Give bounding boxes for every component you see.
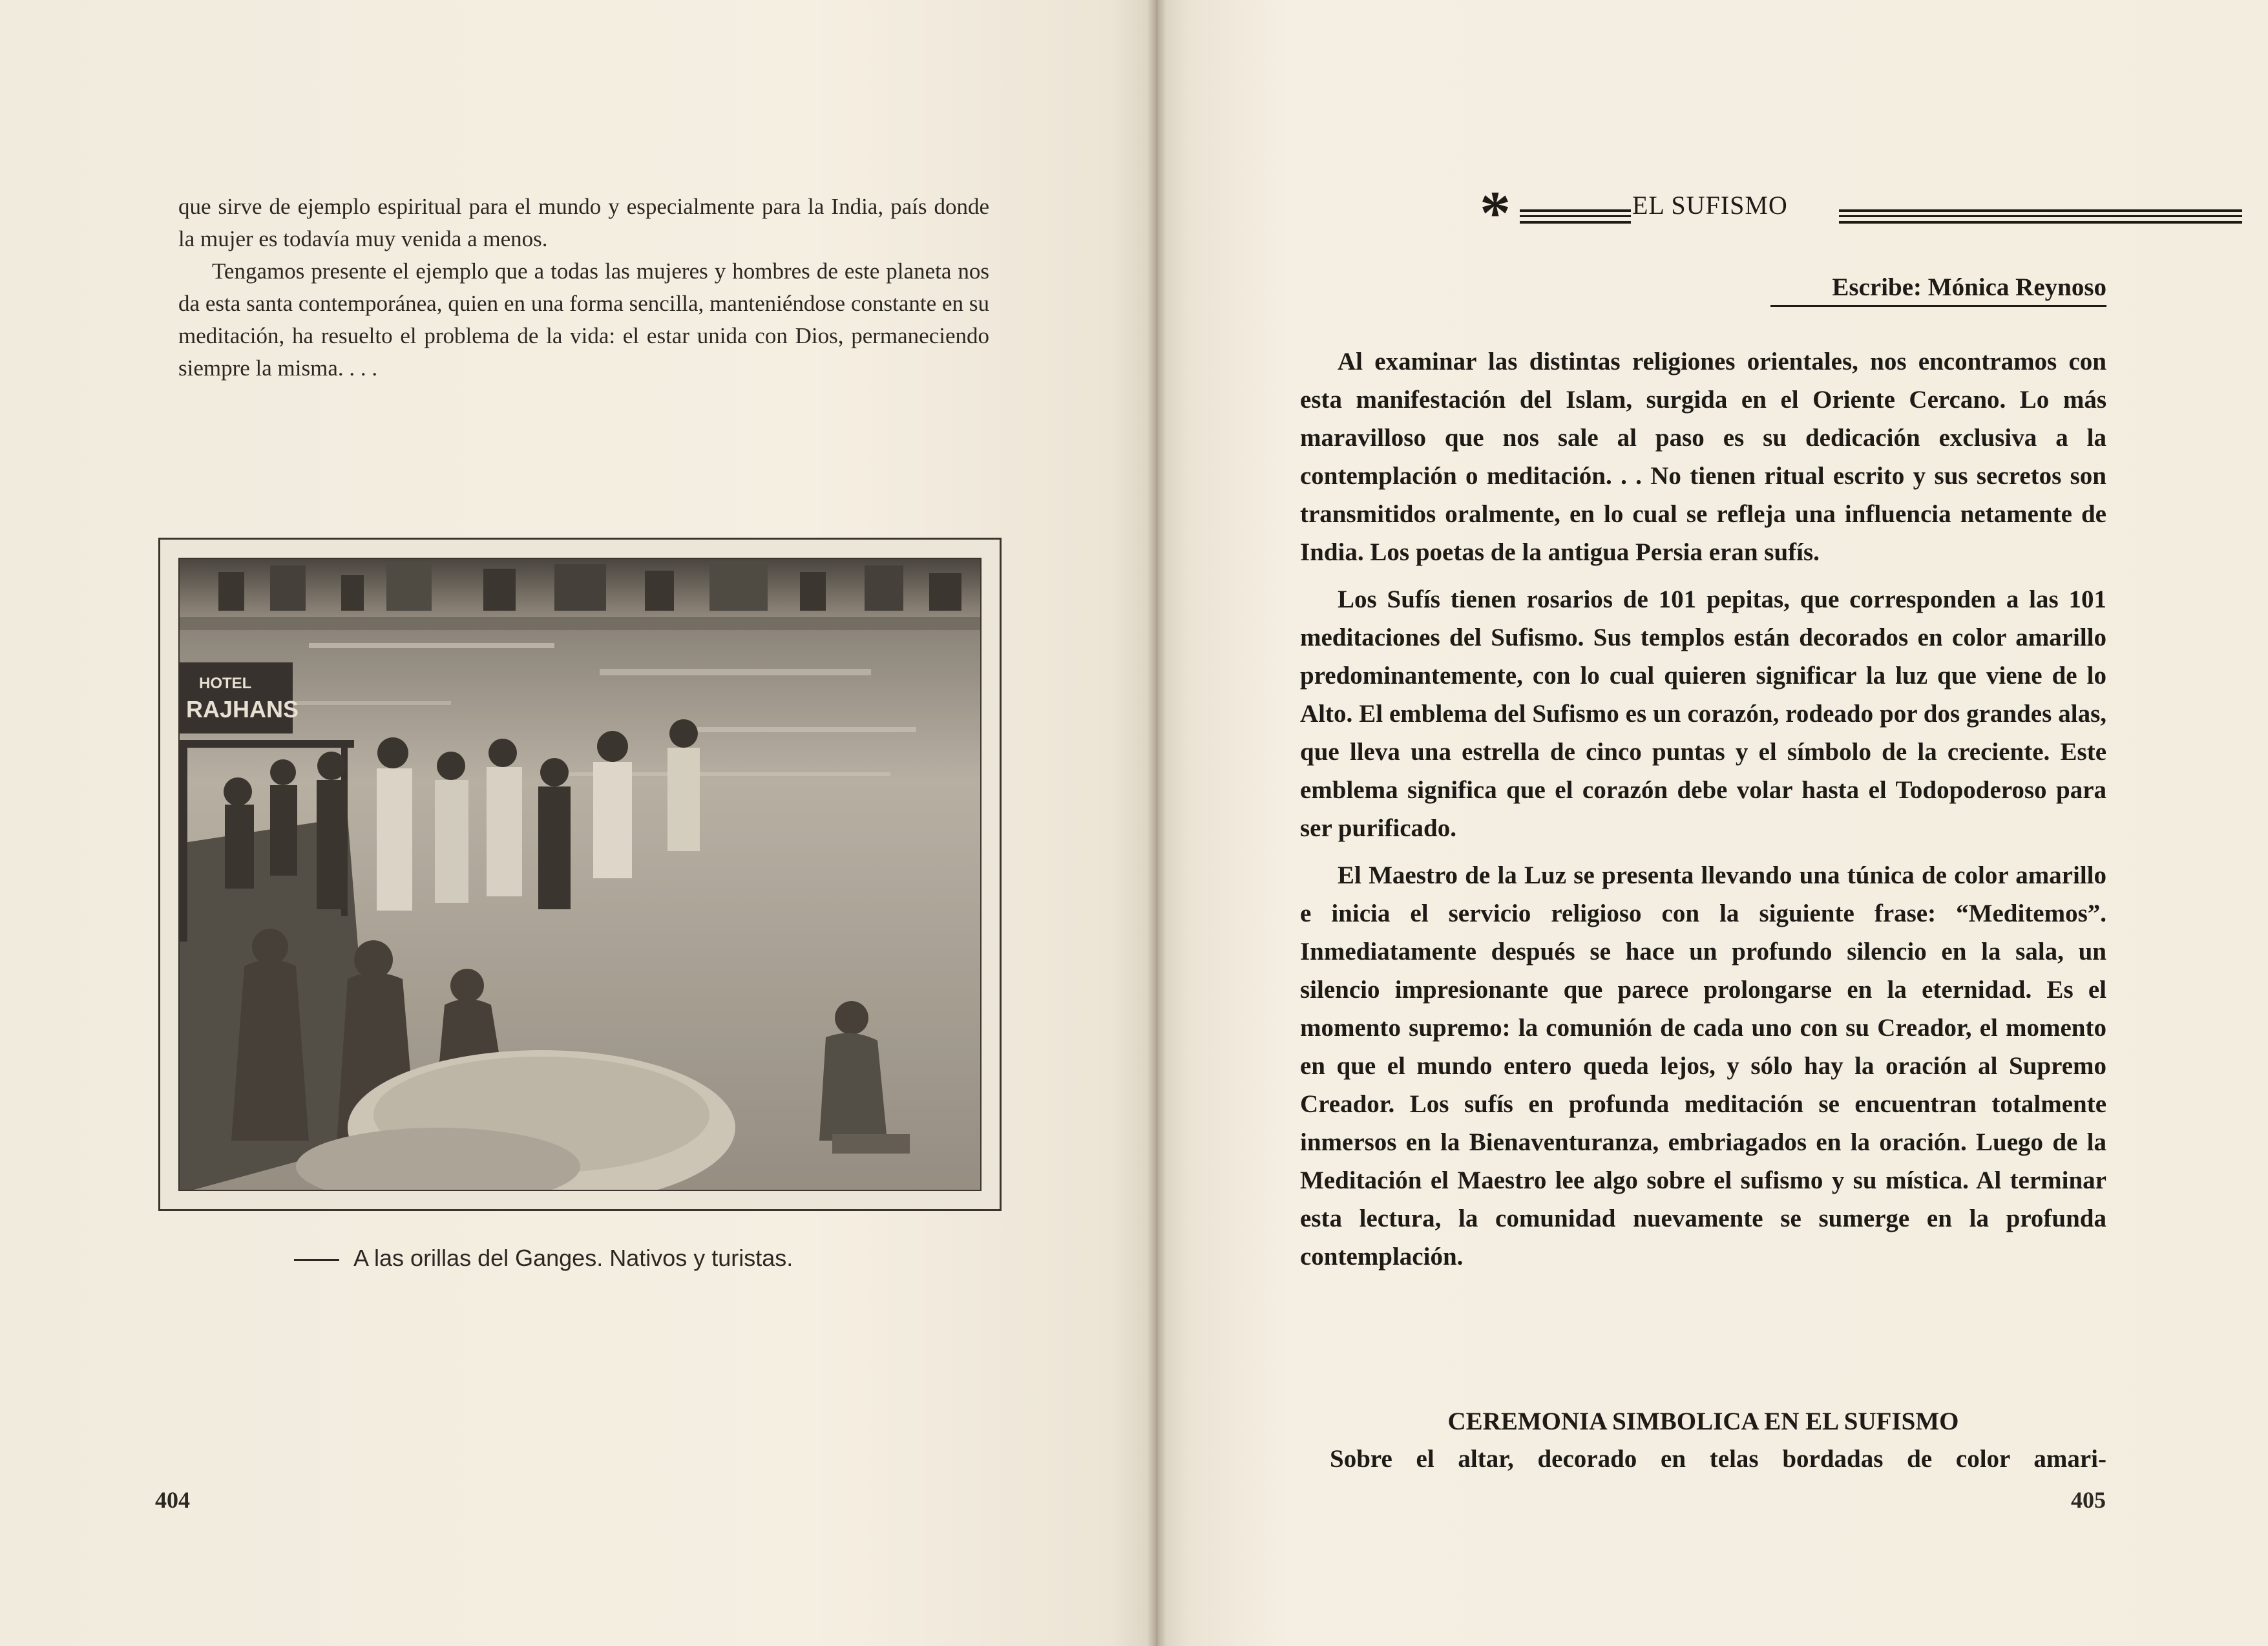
chapter-header (1480, 178, 2126, 248)
header-rule-left (1520, 209, 1631, 224)
photo-frame (158, 538, 1002, 1211)
left-page-number: 404 (155, 1487, 190, 1513)
right-paragraph-2: Los Sufís tienen rosarios de 101 pepitas, que corresponden a las 101 meditaciones del Sufismo. Sus templos están decorados en color amarillo predominantemente, con lo cual quieren significar la luz que viene de lo Alto. El emblema del Sufismo es un corazón, rodeado por dos grandes alas, que lleva una estrella de cinco puntas y el símbolo de la creciente. Este emblema significa que el corazón debe volar hasta el Todopoderoso para ser purificado. (1300, 586, 2106, 842)
left-page-text (178, 191, 989, 385)
photo-caption (294, 1244, 876, 1272)
caption-dash (294, 1259, 339, 1261)
left-paragraph-1: que sirve de ejemplo espiritual para el mundo y especialmente para la India, país donde la mujer es todavía muy venida a menos. (178, 194, 989, 251)
section-subheading: CEREMONIA SIMBOLICA EN EL SUFISMO (1447, 1408, 1959, 1435)
hotel-sign-line2: RAJHANS (186, 696, 299, 723)
right-paragraph-1: Al examinar las distintas religiones orientales, nos encontramos con esta manifestación del Islam, surgida en el Oriente Cercano. Lo más maravilloso que nos sale al paso es su dedicación exclusiva a la contemplación o meditación. . . No tienen ritual escrito y sus secretos son transmitidos oralmente, en lo cual se refleja una influencia netamente de India. Los poetas de la antigua Persia eran sufís. (1300, 348, 2106, 566)
right-paragraph-3: El Maestro de la Luz se presenta llevando una túnica de color amarillo e inicia el servicio religioso con la siguiente frase: “Meditemos”. Inmediatamente después se hace un profundo silencio en la sala, un silencio impresionante que parece prolongarse en la eternidad. Es el momento supremo: la comunión de cada uno con su Creador, el momento en que el mundo entero queda lejos, y sólo hay la oración al Supremo Creador. Los sufís en profunda meditación se encuentran totalmente inmersos en la Bienaventuranza, embriagados en la oración. Luego de la Meditación el Maestro lee algo sobre el sufismo y su mística. Al terminar esta lectura, la comunidad nuevamente se sumerge en la profunda contemplación. (1300, 861, 2106, 1271)
caption-text: A las orillas del Ganges. Nativos y turistas. (353, 1245, 793, 1271)
continued-line: Sobre el altar, decorado en telas bordadas de color amari- (1330, 1445, 2106, 1473)
hotel-sign-line1: HOTEL (199, 675, 252, 692)
chapter-title: EL SUFISMO (1632, 191, 1788, 220)
book-gutter (1147, 0, 1166, 1646)
right-page-text (1300, 343, 2106, 1285)
asterisk-ornament: * (1480, 178, 1511, 248)
author-line: Escribe: Mónica Reynoso (1770, 271, 2106, 307)
right-page-number: 405 (2071, 1487, 2106, 1513)
left-paragraph-2: Tengamos presente el ejemplo que a todas las mujeres y hombres de este planeta nos da esta santa contemporánea, quien en una forma sencilla, manteniéndose constante en su meditación, ha resuelto el problema de la vida: el estar unida con Dios, permaneciendo siempre la misma. . . . (178, 259, 989, 381)
ganges-photo (178, 558, 982, 1191)
header-rule-right (1839, 209, 2242, 224)
